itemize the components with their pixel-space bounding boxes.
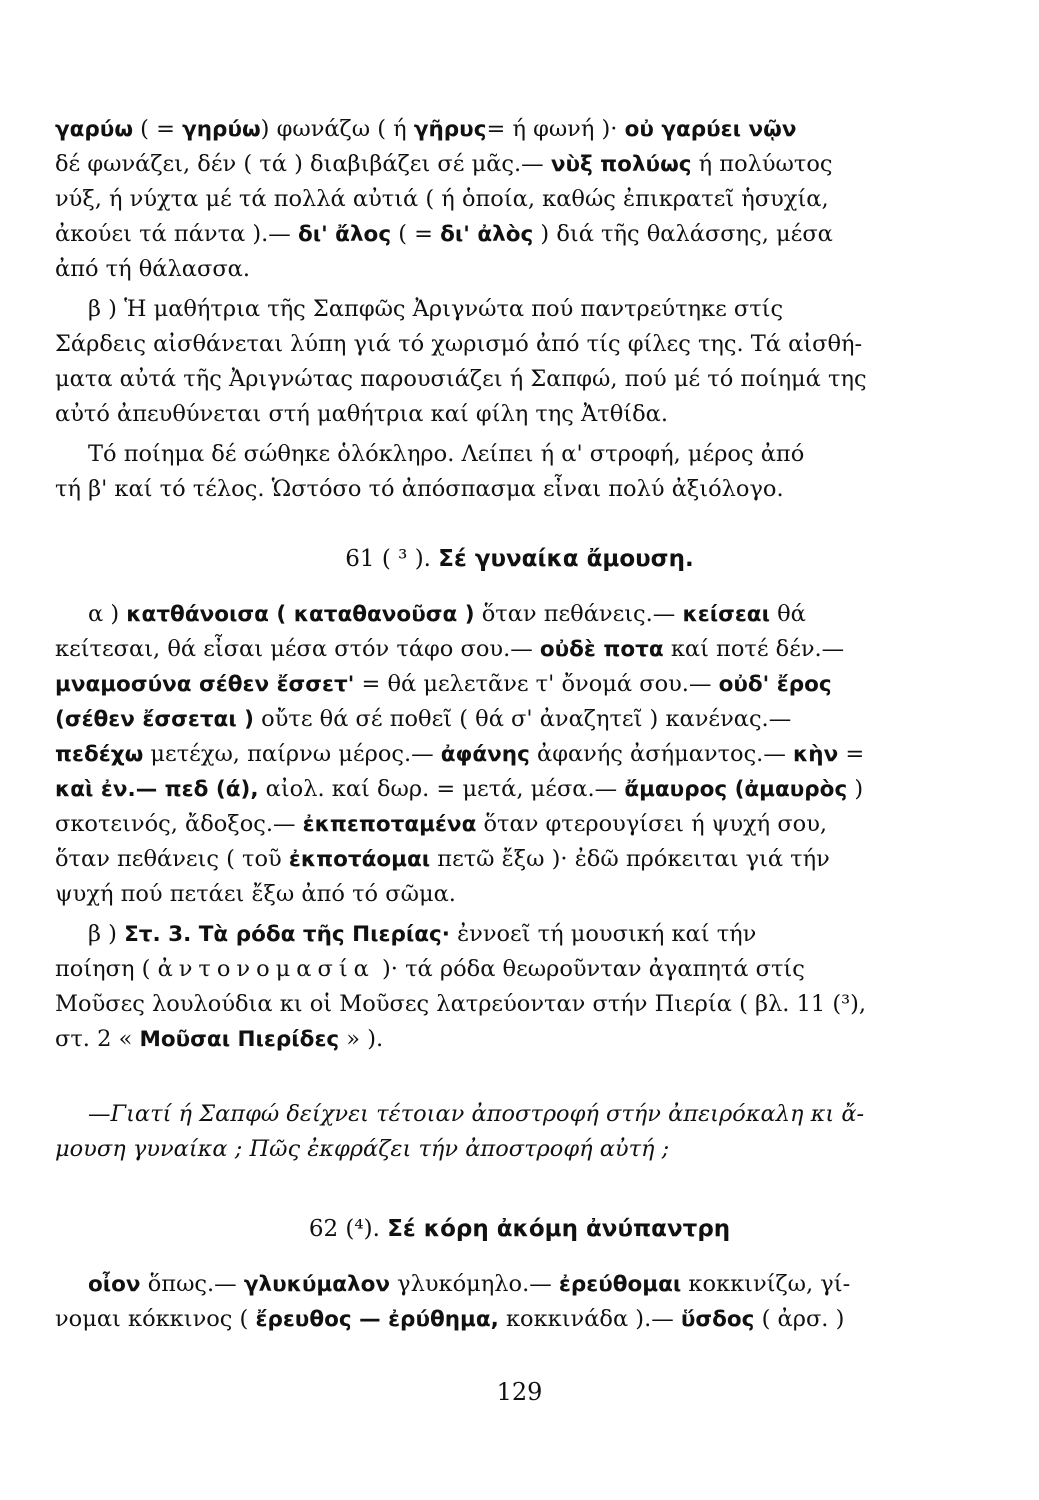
greek-term: γῆρυς xyxy=(413,117,487,142)
text-line: ἀκούει τά πάντα ).— δι' ἄλος ( = δι' ἀλὸς ) διά τῆς θαλάσσης, μέσα xyxy=(55,221,833,247)
spaced-term: ἀντονομασία xyxy=(157,956,375,982)
text-line: πεδέχω μετέχω, παίρνω μέρος.— ἀφάνης ἀφανής ἀσήμαντος.— κὴν = xyxy=(55,741,865,767)
text-line: γαρύω ( = γηρύω) φωνάζω ( ή γῆρυς= ή φωνή )· οὐ γαρύει νῷν xyxy=(55,116,797,142)
greek-term: Στ. 3. Τὰ ρόδα τῆς Πιερίας· xyxy=(124,922,450,947)
greek-term: οὐ γαρύει νῷν xyxy=(624,117,797,142)
greek-term: ὕσδος xyxy=(680,1307,755,1332)
greek-term: κείσεαι xyxy=(682,602,770,627)
greek-term: (σέθεν ἔσσεται ) xyxy=(55,707,255,732)
question-line: —Γιατί ή Σαπφώ δείχνει τέτοιαν ἀποστροφή στήν ἀπειρόκαλη κι ἄ- xyxy=(88,1101,865,1127)
text-line: δέ φωνάζει, δέν ( τά ) διαβιβάζει σέ μᾶς.— νὺξ πολύως ή πολύωτος xyxy=(55,151,833,177)
greek-term: ἔρευθος — ἐρύθημα, xyxy=(255,1307,499,1332)
greek-term: κὴν xyxy=(792,742,839,767)
greek-term: οὐδὲ ποτα xyxy=(539,637,664,662)
text-line: νομαι κόκκινος ( ἔρευθος — ἐρύθημα, κοκκινάδα ).— ὕσδος ( ἀρσ. ) xyxy=(55,1306,845,1332)
greek-term: νὺξ πολύως xyxy=(550,152,692,177)
question-line: μουση γυναίκα ; Πῶς ἐκφράζει τήν ἀποστροφή αὐτή ; xyxy=(55,1136,670,1162)
greek-term: οὐδ' ἔρος xyxy=(718,672,832,697)
text-line: Μοῦσες λουλούδια κι οἱ Μοῦσες λατρεύονταν στήν Πιερία ( βλ. 11 (³), xyxy=(55,991,867,1017)
greek-term: οἶον xyxy=(88,1272,141,1297)
greek-term: πεδέχω xyxy=(55,742,144,767)
greek-term: μναμοσύνα σέθεν ἔσσετ' xyxy=(55,672,355,697)
section-heading-61: 61 ( ³ ). Σέ γυναίκα ἄμουση. xyxy=(345,546,694,572)
text-line: ἀπό τή θάλασσα. xyxy=(55,256,251,282)
text-line: κείτεσαι, θά εἶσαι μέσα στόν τάφο σου.— οὐδὲ ποτα καί ποτέ δέν.— xyxy=(55,636,845,662)
text-line: β ) Ἡ μαθήτρια τῆς Σαπφῶς Ἀριγνώτα πού παντρεύτηκε στίς xyxy=(88,296,784,322)
text-line: τή β' καί τό τέλος. Ὡστόσο τό ἀπόσπασμα εἶναι πολύ ἀξιόλογο. xyxy=(55,476,784,502)
text-line: Σάρδεις αἰσθάνεται λύπη γιά τό χωρισμό ἀπό τίς φίλες της. Τά αἰσθή- xyxy=(55,331,863,357)
text-line: ψυχή πού πετάει ἔξω ἀπό τό σῶμα. xyxy=(55,881,456,907)
text-line: α ) κατθάνοισα ( καταθανοῦσα ) ὅταν πεθάνεις.— κείσεαι θά xyxy=(88,601,806,627)
greek-term: ἀφάνης xyxy=(440,742,530,767)
text-line: ματα αὐτά τῆς Ἀριγνώτας παρουσιάζει ή Σαπφώ, πού μέ τό ποίημά της xyxy=(55,366,867,392)
text-line: Τό ποίημα δέ σώθηκε ὁλόκληρο. Λείπει ή α' στροφή, μέρος ἀπό xyxy=(88,441,805,467)
text-line: αὐτό ἀπευθύνεται στή μαθήτρια καί φίλη της Ἀτθίδα. xyxy=(55,401,668,427)
greek-term: ἐρεύθομαι xyxy=(558,1272,682,1297)
greek-term: καὶ ἐν.— πεδ (ά), xyxy=(55,777,259,802)
greek-term: γλυκύμαλον xyxy=(243,1272,391,1297)
text-line: οἶον ὅπως.— γλυκύμαλον γλυκόμηλο.— ἐρεύθομαι κοκκινίζω, γί- xyxy=(88,1271,851,1297)
text-line: β ) Στ. 3. Τὰ ρόδα τῆς Πιερίας· ἐννοεῖ τή μουσική καί τήν xyxy=(88,921,757,947)
text-line: καὶ ἐν.— πεδ (ά), αἰολ. καί δωρ. = μετά, μέσα.— ἄμαυρος (ἀμαυρὸς ) xyxy=(55,776,864,802)
greek-term: δι' ἀλὸς xyxy=(440,222,534,247)
text-line: μναμοσύνα σέθεν ἔσσετ' = θά μελετᾶνε τ' ὄνομά σου.— οὐδ' ἔρος xyxy=(55,671,832,697)
greek-term: Μοῦσαι Πιερίδες xyxy=(139,1027,340,1052)
text-line: στ. 2 « Μοῦσαι Πιερίδες » ). xyxy=(55,1026,384,1052)
greek-term: γηρύω xyxy=(182,117,261,142)
page-number: 129 xyxy=(496,1378,543,1406)
greek-term: ἐκπεποταμένα xyxy=(302,812,477,837)
greek-term: δι' ἄλος xyxy=(297,222,392,247)
greek-term: ἐκποτάομαι xyxy=(288,847,431,872)
greek-term: ἄμαυρος (ἀμαυρὸς xyxy=(624,777,848,802)
text-line: νύξ, ή νύχτα μέ τά πολλά αὐτιά ( ή ὁποία, καθώς ἐπικρατεῖ ἡσυχία, xyxy=(55,186,829,212)
greek-term: κατθάνοισα ( καταθανοῦσα ) xyxy=(126,602,475,627)
text-line: σκοτεινός, ἄδοξος.— ἐκπεποταμένα ὅταν φτερουγίσει ή ψυχή σου, xyxy=(55,811,828,837)
section-heading-62: 62 (⁴). Σέ κόρη ἀκόμη ἀνύπαντρη xyxy=(308,1216,731,1242)
text-line: (σέθεν ἔσσεται ) οὔτε θά σέ ποθεῖ ( θά σ' ἀναζητεῖ ) κανένας.— xyxy=(55,706,792,732)
text-line: ὅταν πεθάνεις ( τοῦ ἐκποτάομαι πετῶ ἔξω )· ἐδῶ πρόκειται γιά τήν xyxy=(55,846,830,872)
greek-term: γαρύω xyxy=(55,117,134,142)
text-line: ποίηση ( ἀντονομασία )· τά ρόδα θεωροῦνταν ἀγαπητά στίς xyxy=(55,956,805,982)
